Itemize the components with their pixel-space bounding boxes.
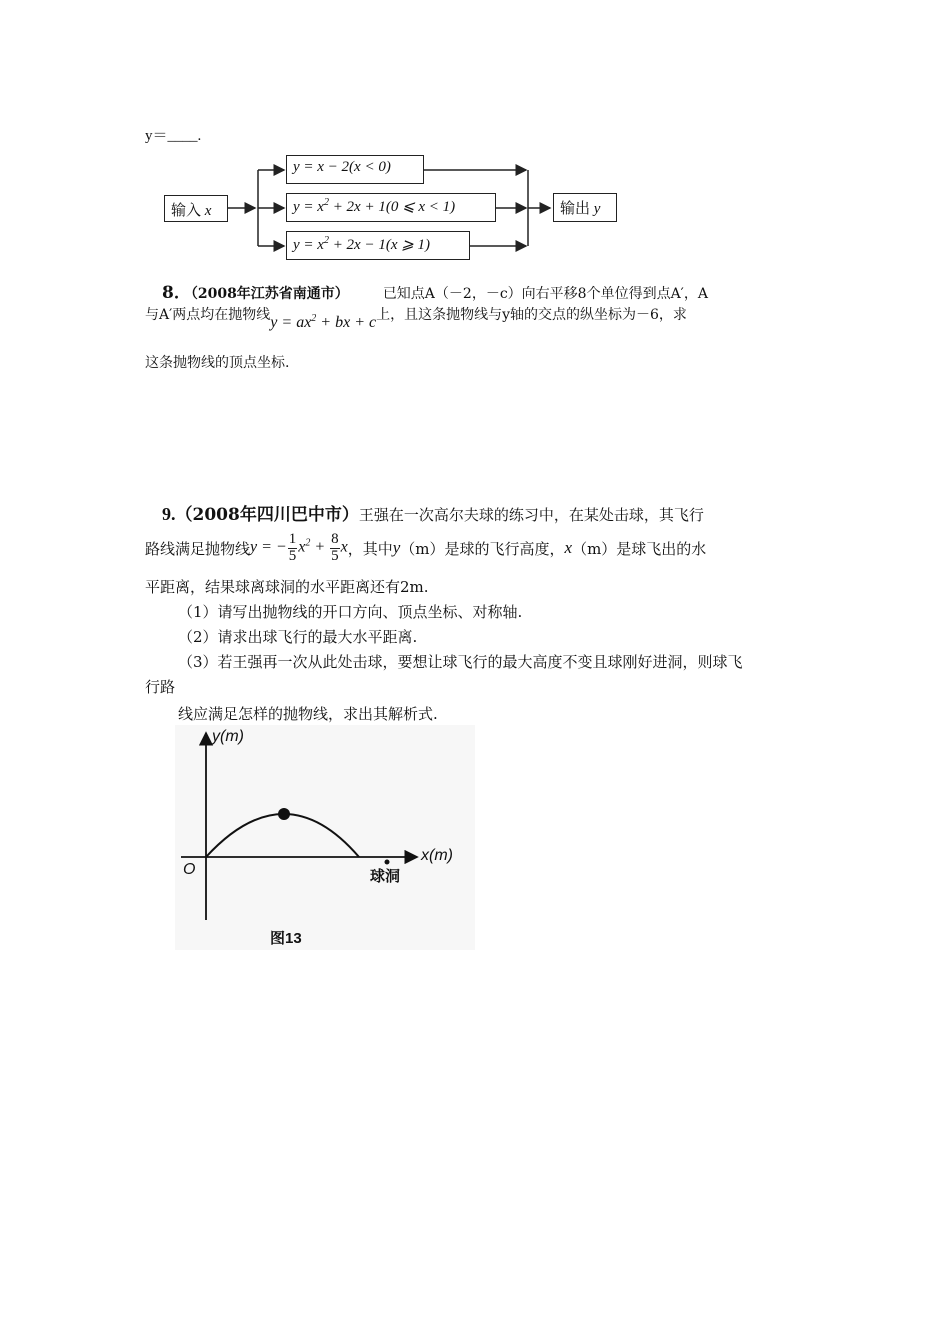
q8-source: （2008年江苏省南通市） [190,286,349,302]
q9-sub-3b: 行路 [145,678,176,696]
branch-2-formula-b: + 2x + 1(0 ⩽ x < 1) [328,199,456,215]
q9-frac1-den: 5 [288,548,297,564]
q9-line-2 [145,526,706,570]
branch-3-exponent: 2 [323,235,329,246]
y-axis-label-text: y(m) [212,728,244,745]
trajectory-curve [206,814,359,857]
q9-sub-1: （1）请写出抛物线的开口方向、顶点坐标、对称轴. [178,603,523,621]
q9-formula-plus: + [310,538,330,556]
figure-13 [175,725,475,950]
q9-formula-x: x [340,538,348,556]
output-label: 输出 [560,201,591,217]
q9-sub-3a: （3）若王强再一次从此处击球，要想让球飞行的最大高度不变且球刚好进洞，则球飞 [178,653,743,671]
q8-line-2 [145,304,687,331]
branch-1-formula: y = x − 2(x < 0) [293,159,391,175]
q9-number: 9. [162,504,176,524]
input-label: 输入 [171,203,202,219]
branch-box-3 [286,231,470,260]
ball-marker [278,808,290,820]
q9-var-y: y [392,538,401,557]
q9-formula-exponent: 2 [305,537,311,549]
q9-formula-x2: x [298,538,306,556]
q9-formula-y: y = − [250,538,287,556]
q8-line-1 [162,278,708,303]
q8-text-3: 上，且这条抛物线与y轴的交点的纵坐标为－6，求 [376,307,687,323]
output-var: y [593,201,601,217]
branch-3-formula-b: + 2x − 1(x ⩾ 1) [328,237,431,253]
q9-text-2b: ，其中 [347,539,393,558]
q9-text-1: 王强在一次高尔夫球的练习中，在某处击球，其飞行 [358,506,704,524]
q9-line-1 [162,500,704,525]
branch-box-1 [286,155,424,184]
q9-fraction-1 [288,532,298,564]
q7-answer-line: y＝____. [145,128,202,144]
flowchart-arrows [0,0,950,270]
q8-formula [270,314,376,331]
q9-frac1-num: 1 [288,531,297,547]
q9-frac2-num: 8 [331,531,339,547]
x-axis-label-text: x(m) [421,847,453,864]
q9-text-2c: （m）是球的飞行高度， [400,539,565,558]
branch-2-exponent: 2 [323,197,329,208]
q9-sub-3c: 线应满足怎样的抛物线，求出其解析式. [178,705,438,723]
origin-label: O [183,861,196,878]
figure-caption: 图13 [270,930,302,947]
hole-label: 球洞 [370,867,401,885]
q9-source: （2008年四川巴中市） [175,505,359,525]
y-axis-label [212,728,244,746]
q8-text-1: 已知点A（－2，－c）向右平移8个单位得到点A′，A [382,286,708,302]
q9-text-2a: 路线满足抛物线 [145,539,251,558]
figure-13-graph [175,725,475,950]
q8-text-4: 这条抛物线的顶点坐标. [145,355,290,371]
q8-formula-a: y = ax [270,314,312,331]
q9-frac2-den: 5 [331,548,339,564]
branch-3-formula-a: y = x [293,237,324,253]
q9-text-2d: （m）是球飞出的水 [572,539,707,558]
q8-formula-b: + bx + c [316,314,377,331]
input-var: x [204,203,212,219]
q9-formula [250,532,348,564]
q8-text-2: 与A′两点均在抛物线 [145,307,271,323]
branch-box-2 [286,193,496,222]
q8-formula-exponent: 2 [311,313,317,324]
q8-number: 8． [162,283,191,303]
q9-var-x: x [564,538,573,557]
q9-text-3: 平距离，结果球离球洞的水平距离还有2m. [145,578,429,596]
x-axis-label [421,847,453,865]
q9-fraction-2 [330,532,340,564]
branch-2-formula-a: y = x [293,199,324,215]
output-box [553,193,617,222]
input-box [164,195,228,222]
hole-marker [385,860,390,865]
q9-sub-2: （2）请求出球飞行的最大水平距离. [178,628,418,646]
